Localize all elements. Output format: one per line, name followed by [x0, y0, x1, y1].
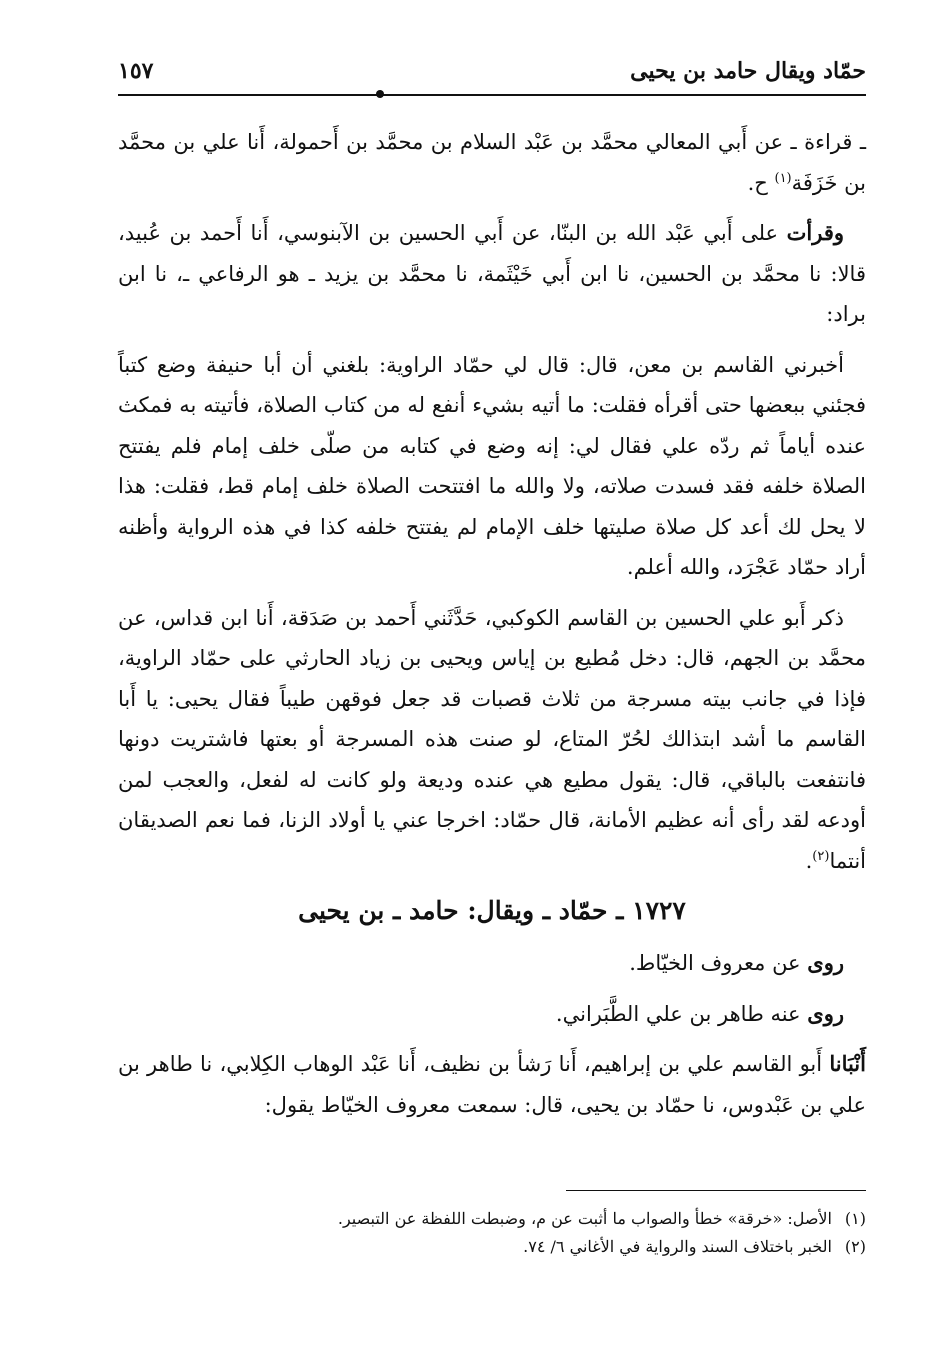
running-title: حمّاد ويقال حامد بن يحيى [630, 58, 866, 84]
paragraph-text: أخبرني القاسم بن معن، قال: قال لي حمّاد الراوية: بلغني أن أبا حنيفة وضع كتباً فجئني ببعضها حتى أقرأه فقلت: ما أتيه بشيء أنفع له من كتاب الصلاة، فأتيته به فمكث عنده أياماً ثم ردّه علي فقال لي: إنه وضع في كتابه من صلّى خلف إمام فلم يفتتح الصلاة خلفه فقد فسدت صلاته، ولا والله ما افتتحت الصلاة خلف إمام قط، فقلت: هذا لا يحل لك أعد كل صلاة صليتها خلف الإمام لم يفتتح خلفه كذا في هذه الرواية وأظنه أراد حمّاد عَجْرَد، والله أعلم. [118, 352, 866, 579]
paragraph-isnad-2 [118, 213, 866, 335]
page-header [118, 56, 866, 96]
page-body [118, 122, 866, 1125]
footnote-2 [118, 1233, 866, 1261]
footnote-ref-2: (٢) [812, 848, 830, 864]
footnote-separator [566, 1190, 866, 1191]
header-rule-ornament [376, 90, 384, 98]
header-rule [118, 94, 866, 96]
footnote-text: الخبر باختلاف السند والرواية في الأغاني ٦/ ٧٤. [523, 1237, 832, 1256]
footnote-text: الأصل: «خرقة» خطأ والصواب ما أثبت عن م، وضبطت اللفظة عن التبصير. [337, 1209, 832, 1228]
paragraph-isnad-1 [118, 122, 866, 203]
paragraph-text: ذكر أَبو علي الحسين بن القاسم الكوكبي، حَدَّثَني أَحمد بن صَدَقة، أَنا ابن قداس، عن محمَّد بن الجهم، قال: دخل مُطيع بن إياس ويحيى بن زياد الحارثي على حمّاد الراوية، فإذا في جانب بيته مسرجة من ثلاث قصبات قد جعل فوقهن طيباً فقال يحيى: يا أَبا القاسم ما أشد ابتذالك لحُرّ المتاع، لو صنت هذه المسرجة أو بعتها فاشتريت دونها فانتفعت بالباقي، قال: يقول مطيع هي عنده وديعة ولو كانت له لفعل، والعجب لمن أودعه لقد رأى أنه عظيم الأمانة، قال حمّاد: اخرجا عني يا أولاد الزنا، فما نعم الصديقان أنتما [118, 605, 866, 873]
footnote-number: (٢) [844, 1237, 866, 1256]
paragraph-text: على أَبي عَبْد الله بن البنّا، عن أَبي الحسين بن الآبنوسي، أَنا أَحمد بن عُبيد، قالا: نا محمَّد بن الحسين، نا ابن أَبي خَيْثَمة، نا محمَّد بن يزيد ـ هو الرفاعي ـ، نا ابن براد: [118, 221, 866, 326]
paragraph-text: عنه طاهر بن علي الطَّبَراني. [555, 1001, 808, 1026]
page-number: ١٥٧ [118, 58, 154, 84]
paragraph-text: عن معروف الخيّاط. [629, 951, 808, 975]
paragraph-lead-word: روى [807, 1000, 844, 1026]
footnote-number: (١) [844, 1209, 866, 1228]
paragraph-lead-word: أَنْبَانا [829, 1051, 866, 1076]
paragraph-anecdote [118, 598, 866, 882]
paragraph-text: ـ قراءة ـ عن أَبي المعالي محمَّد بن عَبْد السلام بن محمَّد بن أَحمولة، أَنا علي بن محمَّد بن خَزَفَة [118, 130, 866, 195]
paragraph-lead-word: روى [807, 950, 844, 975]
paragraph-narrated-by [118, 994, 866, 1035]
paragraph-narrated-from [118, 943, 866, 984]
paragraph-report [118, 345, 866, 588]
footnote-ref-1: (١) [774, 170, 792, 186]
paragraph-text-tail: ح. [747, 170, 775, 195]
entry-heading: ١٧٢٧ ـ حمّاد ـ ويقال: حامد ـ بن يحيى [298, 896, 686, 925]
footnotes [118, 1205, 866, 1261]
paragraph-lead-word: وقرأت [786, 220, 844, 245]
paragraph-isnad-3 [118, 1044, 866, 1125]
paragraph-text-tail: . [805, 848, 813, 873]
paragraph-text: أَبو القاسم علي بن إبراهيم، أَنا رَشأ بن نظيف، أَنا عَبْد الوهاب الكِلابي، نا طاهر بن علي بن عَبْدوس، نا حمّاد بن يحيى، قال: سمعت معروف الخيّاط يقول: [118, 1052, 866, 1117]
footnote-1 [118, 1205, 866, 1233]
